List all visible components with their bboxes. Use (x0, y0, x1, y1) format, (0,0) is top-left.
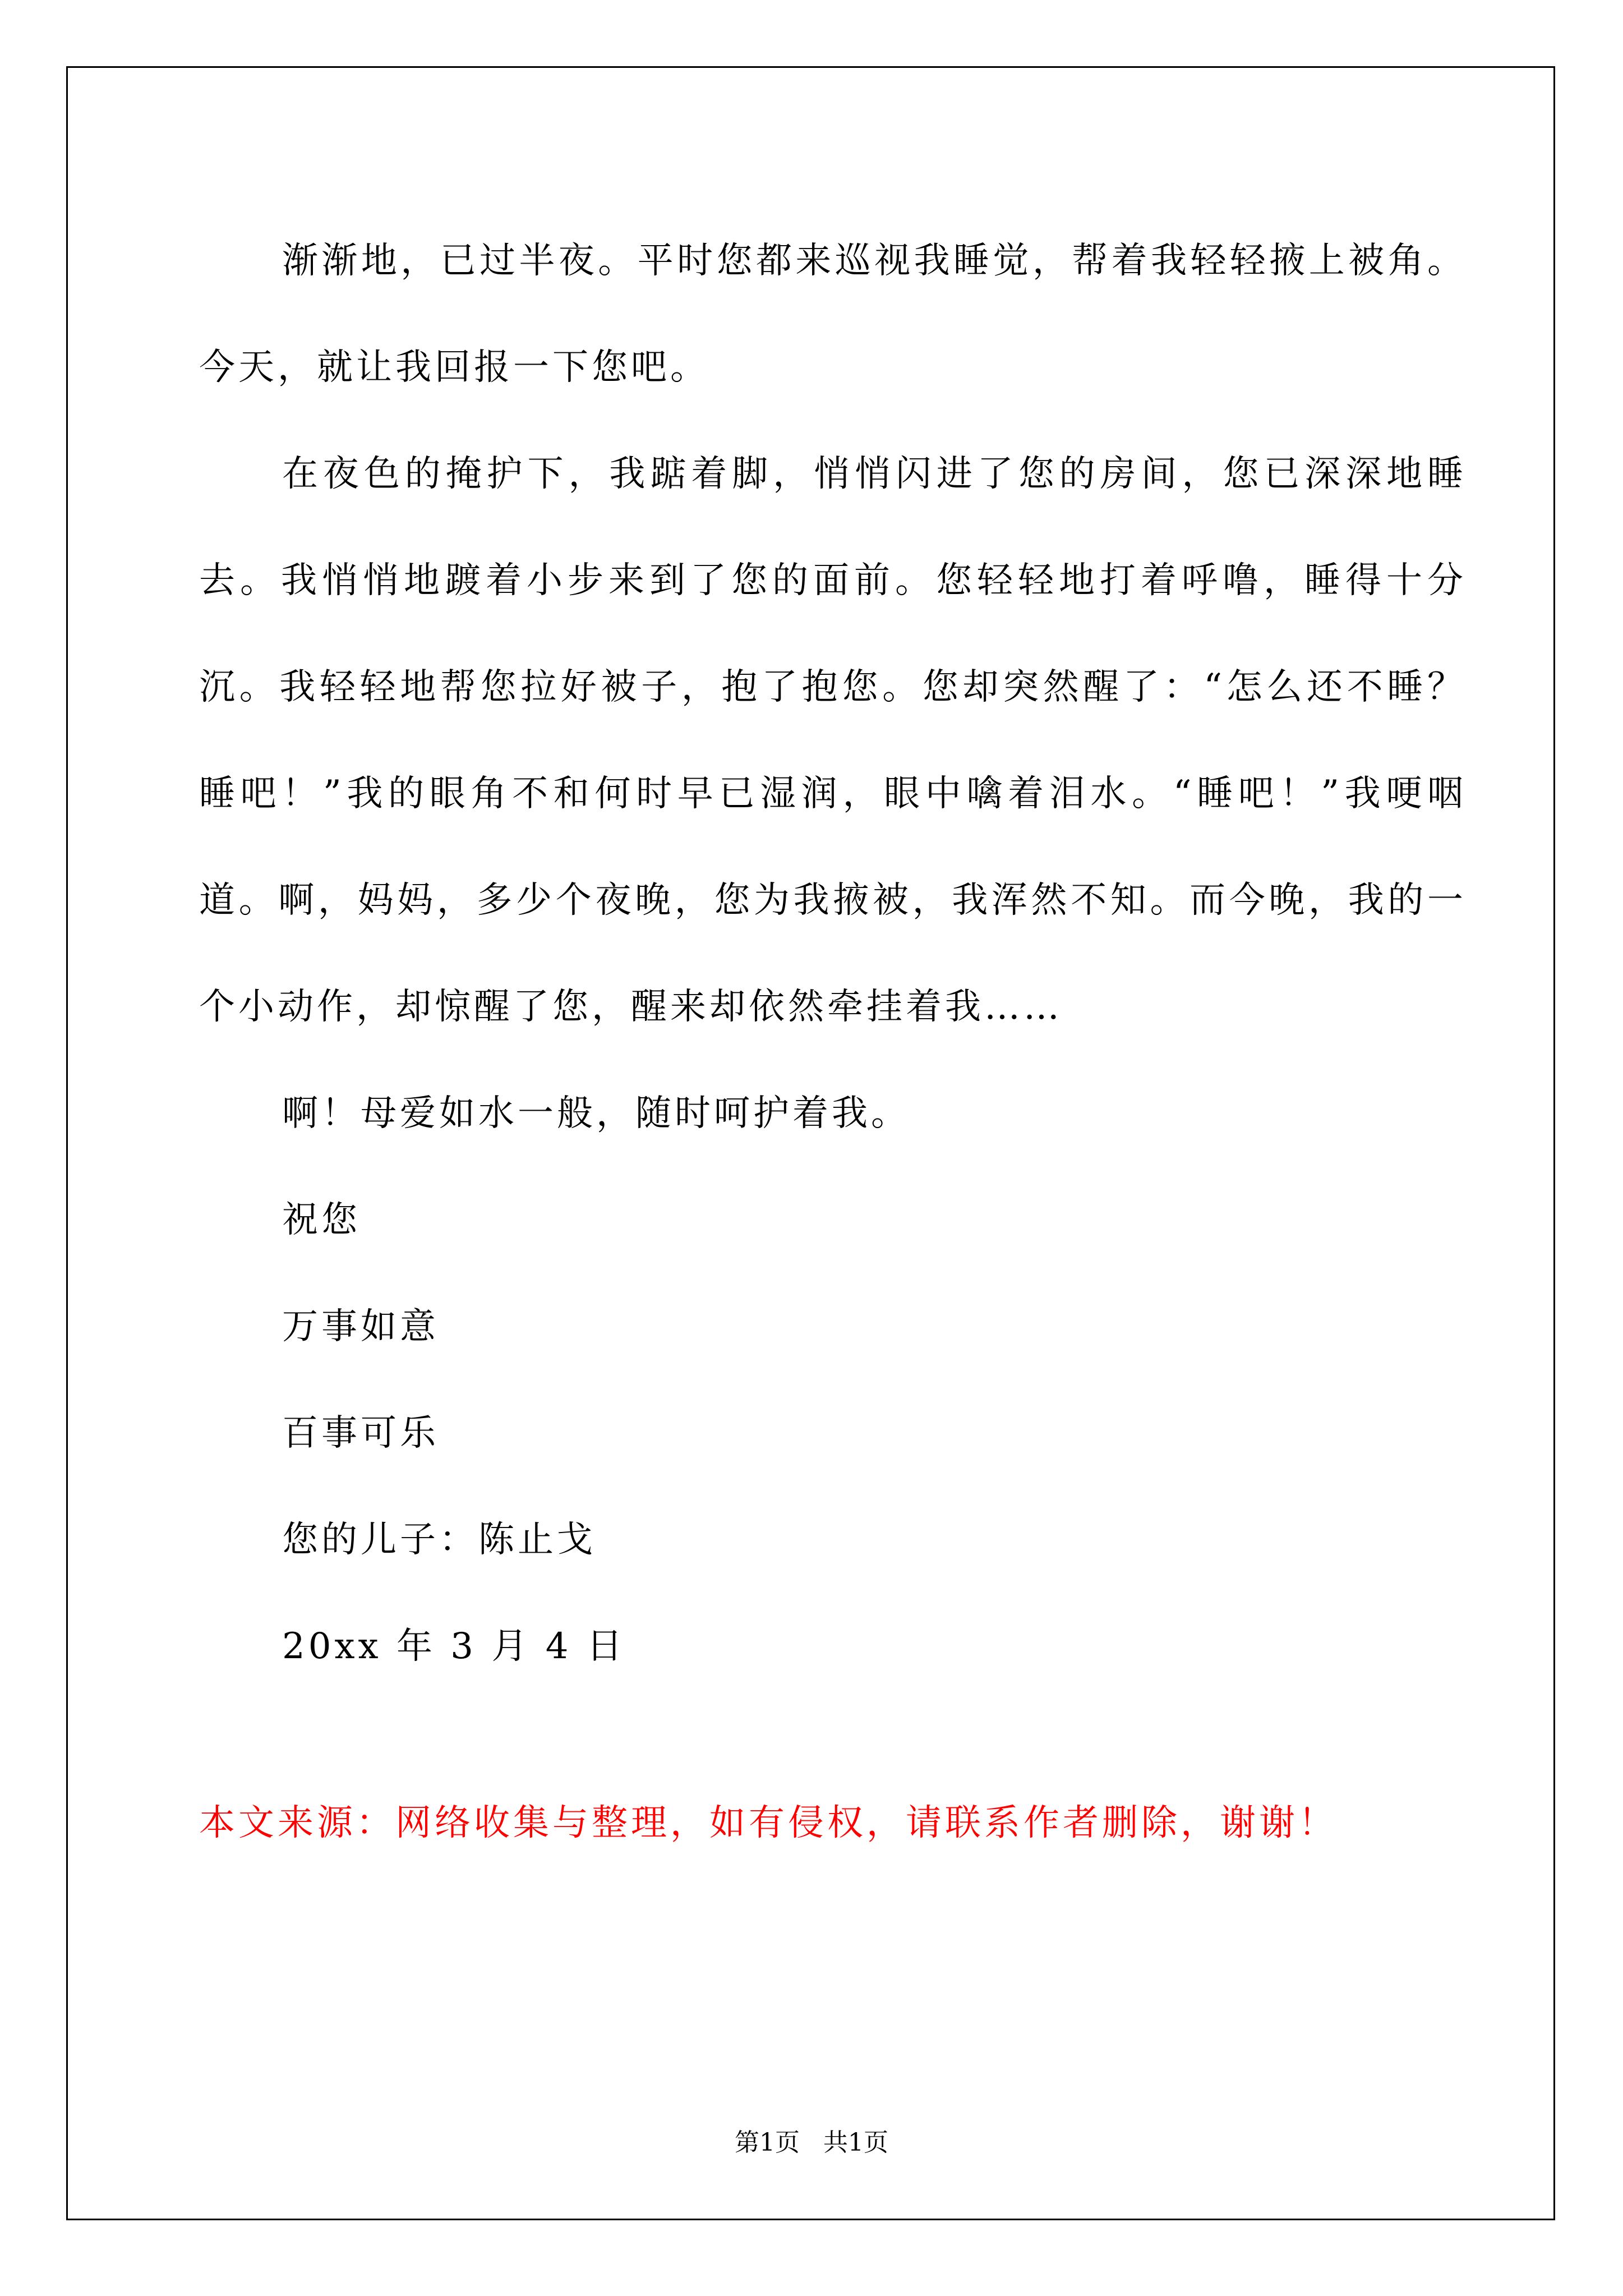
paragraph-1: 渐渐地，已过半夜。平时您都来巡视我睡觉，帮着我轻轻掖上被角。今天，就让我回报一下您吧。 (199, 240, 1467, 388)
source-note: 本文来源：网络收集与整理，如有侵权，请联系作者删除，谢谢！ (199, 1802, 1338, 1844)
signature: 您的儿子：陈止戈 (282, 1519, 596, 1561)
letter-body (199, 208, 1467, 1700)
paragraph-2: 在夜色的掩护下，我踮着脚，悄悄闪进了您的房间，您已深深地睡去。我悄悄地踱着小步来到了您的面前。您轻轻地打着呼噜，睡得十分沉。我轻轻地帮您拉好被子，抱了抱您。您却突然醒了：“怎么还不睡？睡吧！”我的眼角不和何时早已湿润，眼中噙着泪水。“睡吧！”我哽咽道。啊，妈妈，多少个夜晚，您为我掖被，我浑然不知。而今晚，我的一个小动作，却惊醒了您，醒来却依然牵挂着我…… (199, 453, 1467, 1028)
paragraph-3: 啊！母爱如水一般，随时呵护着我。 (282, 1093, 910, 1134)
closing-wish-line-2: 百事可乐 (282, 1412, 439, 1454)
letter-date: 20xx 年 3 月 4 日 (282, 1626, 626, 1667)
closing-wish-intro: 祝您 (282, 1199, 361, 1241)
closing-wish-line-1: 万事如意 (282, 1306, 439, 1347)
page-footer: 第1页 共1页 (735, 2128, 888, 2157)
